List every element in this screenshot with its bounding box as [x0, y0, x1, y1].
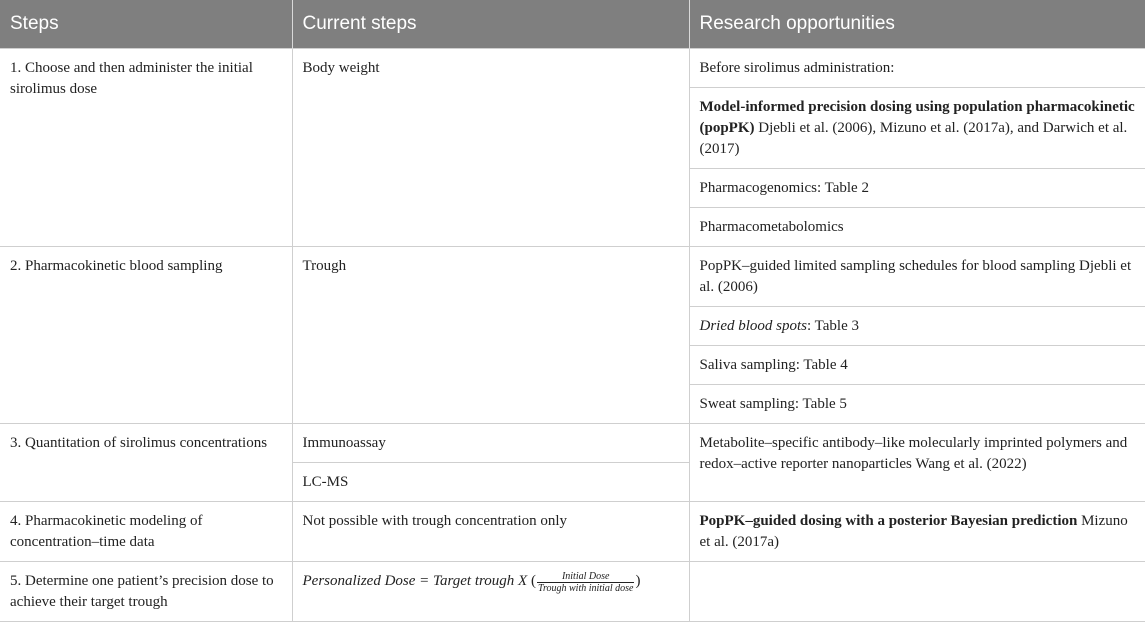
current-step-2-cell: Trough — [292, 246, 689, 423]
research-cell: Saliva sampling: Table 4 — [689, 345, 1145, 384]
research-cell: Sweat sampling: Table 5 — [689, 384, 1145, 423]
research-cell-empty — [689, 561, 1145, 621]
formula-numerator: Initial Dose — [537, 571, 634, 583]
step-4-cell: 4. Pharmacokinetic modeling of concentration–time data — [0, 501, 292, 561]
formula-open-paren: ( — [527, 573, 536, 590]
research-cell — [689, 87, 1145, 168]
step-1-cell: 1. Choose and then administer the initial sirolimus dose — [0, 48, 292, 246]
formula-denominator: Trough with initial dose — [537, 582, 634, 594]
formula-lhs: Personalized Dose = Target trough X — [302, 573, 528, 590]
header-steps: Steps — [0, 0, 292, 48]
research-cell: PopPK–guided limited sampling schedules for blood sampling Djebli et al. (2006) — [689, 246, 1145, 306]
table-row — [0, 501, 1145, 561]
bold-text: Model-informed precision dosing using population pharmacokinetic (popPK) — [699, 98, 1135, 136]
table-row — [0, 246, 1145, 306]
header-row — [0, 0, 1145, 48]
research-cell: Pharmacogenomics: Table 2 — [689, 168, 1145, 207]
research-cell — [689, 501, 1145, 561]
current-step-1-cell: Body weight — [292, 48, 689, 246]
table-row — [0, 423, 1145, 462]
italic-text: Dried blood spots — [699, 317, 808, 334]
current-step-3b-cell: LC-MS — [292, 462, 689, 501]
formula-close-paren: ) — [635, 573, 641, 590]
dose-formula — [302, 570, 641, 594]
formula-fraction — [537, 571, 634, 594]
table-ref-text: : Table 3 — [807, 317, 860, 334]
citation-text: Djebli et al. (2006), Mizuno et al. (2017a), and Darwich et al. (2017) — [699, 119, 1128, 157]
research-cell — [689, 306, 1145, 345]
bold-text: PopPK–guided dosing with a posterior Bayesian prediction — [699, 512, 1078, 529]
research-cell: Before sirolimus administration: — [689, 48, 1145, 87]
research-cell: Pharmacometabolomics — [689, 207, 1145, 246]
research-cell: Metabolite–specific antibody–like molecularly imprinted polymers and redox–active reporter nanoparticles Wang et al. (2022) — [689, 423, 1145, 501]
header-current-steps: Current steps — [292, 0, 689, 48]
table-row — [0, 48, 1145, 87]
current-step-3a-cell: Immunoassay — [292, 423, 689, 462]
step-5-cell: 5. Determine one patient’s precision dose to achieve their target trough — [0, 561, 292, 621]
step-2-cell: 2. Pharmacokinetic blood sampling — [0, 246, 292, 423]
step-3-cell: 3. Quantitation of sirolimus concentrations — [0, 423, 292, 501]
header-research-opportunities: Research opportunities — [689, 0, 1145, 48]
table-row — [0, 561, 1145, 621]
citation-text: Mizuno et al. (2017a) — [699, 512, 1128, 550]
current-step-4-cell: Not possible with trough concentration only — [292, 501, 689, 561]
current-step-5-cell — [292, 561, 689, 621]
